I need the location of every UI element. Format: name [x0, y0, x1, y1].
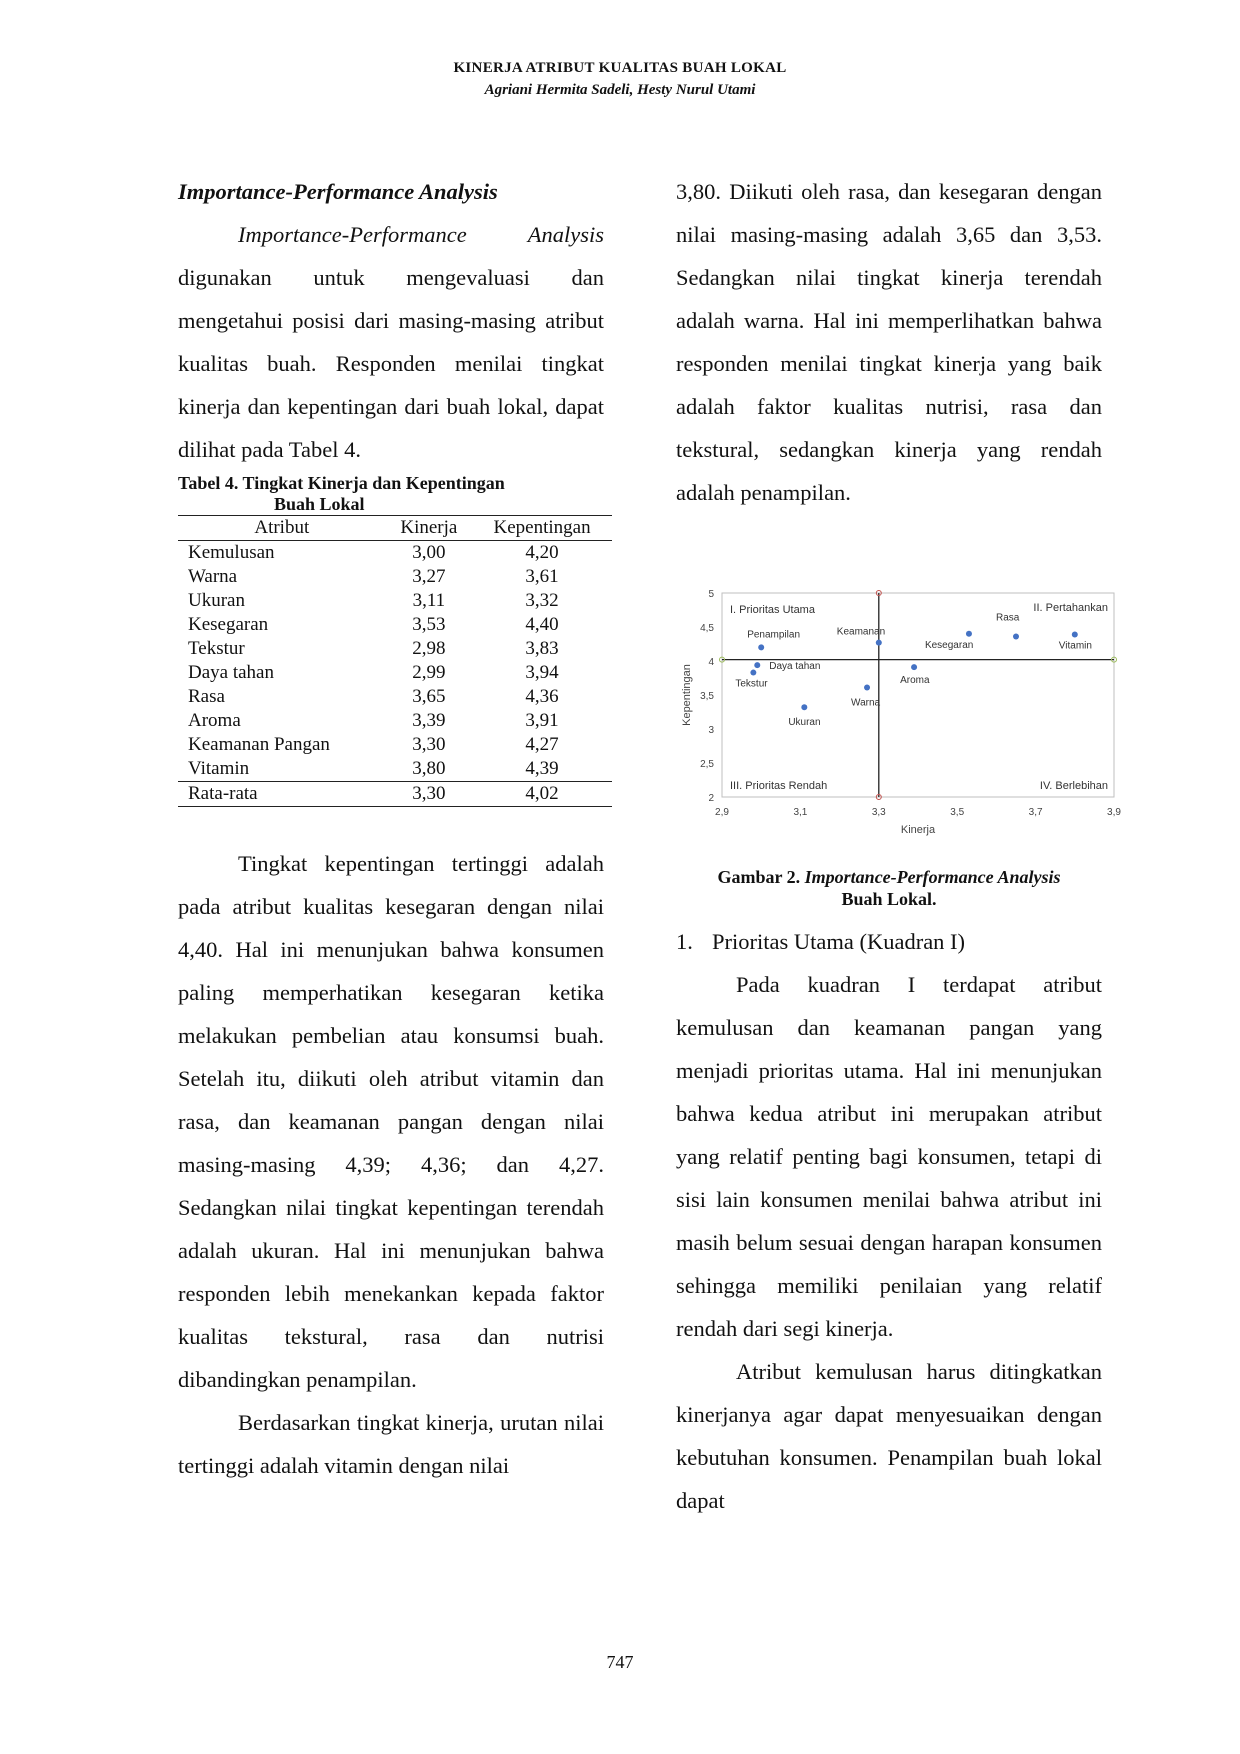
list-item-kuadran-1 [676, 920, 1102, 963]
paragraph-kinerja: Berdasarkan tingkat kinerja, urutan nilai tertinggi adalah vitamin dengan nilai [178, 1410, 604, 1478]
table-row [178, 661, 612, 685]
cell-kinerja: 3,00 [412, 542, 446, 563]
figure-caption-lead: Gambar 2. [717, 867, 805, 887]
point-label: Daya tahan [769, 661, 821, 673]
ipa-intro-text: digunakan untuk mengevaluasi dan mengetahui posisi dari masing-masing atribut kualitas buah. Responden menilai tingkat kinerja dan kepentingan dari buah lokal, dapat dilihat pada Tabel 4. [178, 265, 604, 462]
figure-caption [676, 866, 1102, 910]
cell-kinerja: 3,30 [412, 734, 446, 755]
left-column [178, 170, 604, 1487]
figure-caption-italic: Importance-Performance Analysis [804, 867, 1061, 887]
table-caption [178, 473, 604, 515]
table-row [178, 637, 612, 661]
table-row [178, 589, 612, 613]
cell-kepentingan: 3,61 [525, 566, 559, 587]
table-row [178, 757, 612, 782]
right-column-lower [676, 920, 1102, 1522]
data-point [864, 685, 870, 691]
avg-label: Rata-rata [178, 782, 386, 807]
figure-caption-line2: Buah Lokal. [841, 889, 937, 909]
x-tick-label: 3,1 [793, 807, 808, 818]
cell-kepentingan: 3,94 [525, 662, 559, 683]
point-label: Penampilan [747, 629, 801, 641]
y-tick-label: 2,5 [700, 759, 714, 770]
cell-kepentingan: 4,27 [525, 734, 559, 755]
list-text: Prioritas Utama (Kuadran I) [712, 929, 966, 954]
table-average-row [178, 782, 612, 807]
avg-kepentingan: 4,02 [472, 782, 612, 807]
point-label: Aroma [900, 675, 930, 687]
cell-kepentingan: 4,20 [525, 542, 559, 563]
cell-atribut: Kemulusan [188, 542, 275, 563]
y-axis-label: Kepentingan [681, 664, 693, 726]
data-point [911, 664, 917, 670]
cell-atribut: Tekstur [188, 638, 245, 659]
point-label: Warna [851, 697, 881, 709]
table-caption-line1: Tabel 4. Tingkat Kinerja dan Kepentingan [178, 473, 505, 493]
right-column [676, 170, 1102, 514]
table-row [178, 565, 612, 589]
table-row [178, 541, 612, 566]
cell-atribut: Rasa [188, 686, 225, 707]
y-tick-label: 3 [708, 725, 714, 736]
point-label: Vitamin [1058, 640, 1092, 652]
y-tick-label: 4,5 [700, 623, 714, 634]
y-tick-label: 3,5 [700, 691, 714, 702]
paragraph-kepentingan: Tingkat kepentingan tertinggi adalah pada atribut kualitas kesegaran dengan nilai 4,40. Hal ini menunjukan bahwa konsumen paling memperhatikan kesegaran ketika melakukan pembelian atau konsumsi buah. Setelah itu, diikuti oleh atribut vitamin dan rasa, dan keamanan pangan dengan nilai masing-masing 4,39; 4,36; dan 4,27. Sedangkan nilai tingkat kepentingan terendah adalah ukuran. Hal ini menunjukan bahwa responden lebih menekankan kepada faktor kualitas tekstural, rasa dan nutrisi dibandingkan penampilan. [178, 851, 604, 1392]
point-label: Tekstur [735, 678, 768, 690]
x-tick-label: 3,5 [950, 807, 965, 818]
point-label: Ukuran [788, 717, 821, 729]
cell-atribut: Kesegaran [188, 614, 269, 635]
running-title: KINERJA ATRIBUT KUALITAS BUAH LOKAL [453, 60, 787, 76]
page-number: 747 [606, 1652, 634, 1672]
quadrant-label: IV. Berlebihan [1039, 780, 1108, 792]
cell-kinerja: 3,39 [412, 710, 446, 731]
section-title: Importance-Performance Analysis [178, 179, 498, 204]
table-4 [178, 515, 612, 807]
th-kepentingan: Kepentingan [472, 516, 612, 541]
running-authors: Agriani Hermita Sadeli, Hesty Nurul Utami [484, 82, 756, 98]
cell-atribut: Aroma [188, 710, 241, 731]
x-tick-label: 2,9 [715, 807, 729, 818]
quadrant-label: II. Pertahankan [1033, 602, 1108, 614]
cell-kinerja: 3,11 [412, 590, 446, 611]
cell-kinerja: 2,99 [412, 662, 446, 683]
cell-kepentingan: 4,39 [525, 758, 559, 779]
paragraph-kuadran-1: Pada kuadran I terdapat atribut kemulusan dan keamanan pangan yang menjadi prioritas utama. Hal ini menunjukan bahwa kedua atribut ini merupakan atribut yang relatif penting bagi konsumen, tetapi di sisi lain konsumen menilai bahwa atribut ini masih belum sesuai dengan harapan konsumen sehingga memiliki penilaian yang relatif rendah dari segi kinerja. [676, 972, 1102, 1341]
quadrant-label: III. Prioritas Rendah [730, 780, 828, 792]
cell-kepentingan: 4,36 [525, 686, 559, 707]
cell-kinerja: 2,98 [412, 638, 446, 659]
table-header-row [178, 516, 612, 541]
cell-kepentingan: 4,40 [525, 614, 559, 635]
y-tick-label: 5 [708, 589, 714, 600]
x-tick-label: 3,3 [871, 807, 886, 818]
data-point [876, 640, 882, 646]
paragraph-kemulusan: Atribut kemulusan harus ditingkatkan kinerjanya agar dapat menyesuaikan dengan kebutuhan konsumen. Penampilan buah lokal dapat [676, 1359, 1102, 1513]
paragraph-kinerja-cont: 3,80. Diikuti oleh rasa, dan kesegaran dengan nilai masing-masing adalah 3,65 dan 3,53. Sedangkan nilai tingkat kinerja terendah adalah warna. Hal ini memperlihatkan bahwa responden menilai tingkat kinerja yang baik adalah faktor kualitas nutrisi, rasa dan tekstural, sedangkan kinerja yang rendah adalah penampilan. [676, 179, 1102, 505]
cell-kinerja: 3,53 [412, 614, 446, 635]
cell-atribut: Daya tahan [188, 662, 274, 683]
cell-atribut: Keamanan Pangan [188, 734, 330, 755]
x-tick-label: 3,7 [1028, 807, 1043, 818]
cell-kepentingan: 3,32 [525, 590, 559, 611]
x-tick-label: 3,9 [1107, 807, 1121, 818]
x-axis-label: Kinerja [900, 824, 936, 836]
data-point [801, 704, 807, 710]
avg-kinerja: 3,30 [386, 782, 473, 807]
list-number: 1. [676, 929, 693, 954]
point-label: Rasa [996, 612, 1020, 624]
y-tick-label: 2 [708, 793, 714, 804]
table-row [178, 685, 612, 709]
y-tick-label: 4 [708, 657, 714, 668]
cell-atribut: Ukuran [188, 590, 245, 611]
data-point [1013, 634, 1019, 640]
data-point [754, 662, 760, 668]
cell-kinerja: 3,65 [412, 686, 446, 707]
cell-atribut: Vitamin [188, 758, 250, 779]
table-row [178, 709, 612, 733]
table-caption-line2: Buah Lokal [274, 494, 365, 514]
ipa-term: Importance-Performance Analysis [238, 222, 604, 247]
paragraph-ipa-intro [178, 213, 604, 471]
plot-area [722, 593, 1114, 797]
data-point [966, 631, 972, 637]
point-label: Keamanan [836, 626, 886, 638]
cell-atribut: Warna [188, 566, 238, 587]
quadrant-label: I. Prioritas Utama [730, 604, 815, 616]
data-point [758, 644, 764, 650]
ipa-scatter-chart [674, 585, 1124, 845]
table-row [178, 733, 612, 757]
table-body [178, 541, 612, 782]
data-point [1072, 631, 1078, 637]
data-point [750, 670, 756, 676]
cell-kepentingan: 3,83 [525, 638, 559, 659]
cell-kinerja: 3,80 [412, 758, 446, 779]
th-atribut: Atribut [178, 516, 386, 541]
table-row [178, 613, 612, 637]
cell-kepentingan: 3,91 [525, 710, 559, 731]
cell-kinerja: 3,27 [412, 566, 446, 587]
th-kinerja: Kinerja [386, 516, 473, 541]
point-label: Kesegaran [924, 639, 974, 651]
